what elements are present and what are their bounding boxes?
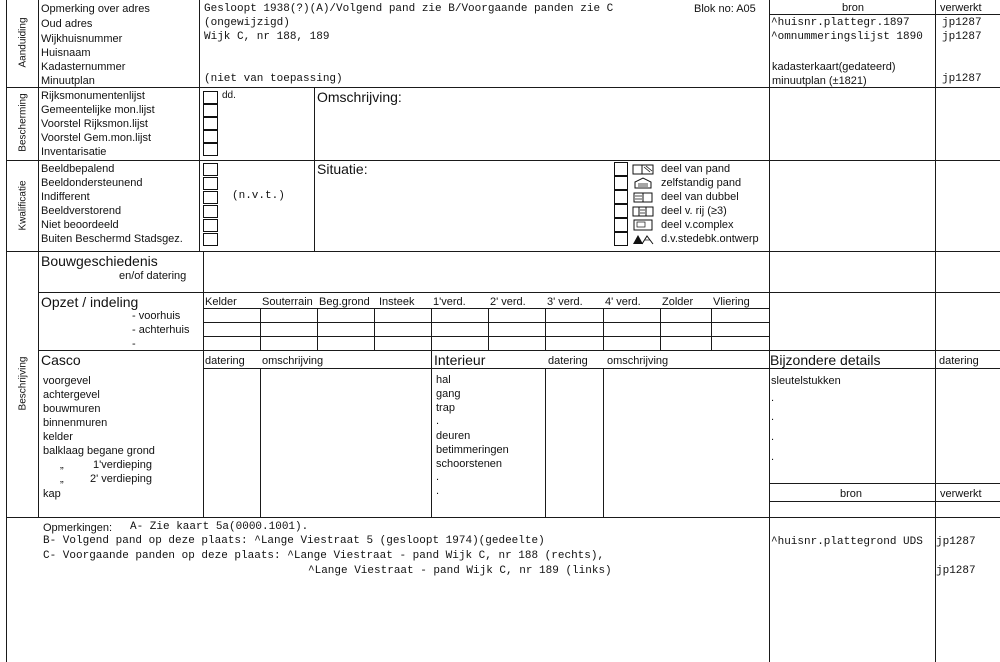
checkbox-buiten-beschermd[interactable]: [203, 233, 218, 246]
interieur-item: deuren: [436, 430, 471, 442]
checkbox-situatie-1[interactable]: [614, 176, 628, 190]
section-label-kwalificatie: Kwalificatie: [17, 180, 29, 231]
part-of-building-icon: [632, 163, 654, 175]
casco-item: bouwmuren: [43, 403, 101, 415]
wijk-value: Wijk C, nr 188, 189: [204, 31, 330, 43]
opmerking-line-b: B- Volgend pand op deze plaats: ^Lange Viestraat 5 (gesloopt 1974)(gedeelte): [43, 535, 545, 547]
source-row: ^huisnr.plattegrond UDS: [771, 536, 923, 548]
dd-label: dd.: [222, 90, 236, 101]
source-row: ^huisnr.plattegr.1897: [771, 17, 910, 29]
nvt-value: (n.v.t.): [232, 190, 285, 202]
checkbox-inventarisatie[interactable]: [203, 143, 218, 156]
floor-header: Zolder: [662, 296, 694, 308]
interieur-item: .: [436, 471, 440, 483]
floor-header: 4' verd.: [605, 296, 641, 308]
opzet-label: Opzet / indeling: [41, 294, 139, 310]
checkbox-beeldbepalend[interactable]: [203, 163, 218, 176]
field-label: Voorstel Gem.mon.lijst: [41, 132, 152, 144]
floor-header: Vliering: [713, 296, 750, 308]
bijzondere-item: .: [771, 392, 775, 404]
kadaster-label: kadasterkaart(gedateerd): [772, 61, 896, 73]
bijzondere-item: sleutelstukken: [771, 375, 841, 387]
opzet-row-label: -: [132, 338, 136, 350]
source-verwerkt: jp1287: [942, 31, 982, 43]
checkbox-beeldverstorend[interactable]: [203, 205, 218, 218]
field-label: Huisnaam: [41, 47, 91, 59]
opzet-row-label: - voorhuis: [132, 310, 181, 322]
bijzondere-item: .: [771, 431, 775, 443]
opmerking-line-c1: C- Voorgaande panden op deze plaats: ^Lange Viestraat - pand Wijk C, nr 188 (rechts),: [43, 550, 605, 562]
situatie-option-label: deel van pand: [661, 163, 731, 175]
interieur-item: .: [436, 485, 440, 497]
field-label: Indifferent: [41, 191, 90, 203]
field-label: Beeldverstorend: [41, 205, 122, 217]
situatie-option-label: deel van dubbel: [661, 191, 739, 203]
interieur-item: .: [436, 415, 440, 427]
checkbox-situatie-5[interactable]: [614, 232, 628, 246]
field-label: Rijksmonumentenlijst: [41, 90, 145, 102]
field-label: Inventarisatie: [41, 146, 107, 158]
floor-header: Souterrain: [262, 296, 313, 308]
source-verwerkt: jp1287: [942, 17, 982, 29]
datering-label: en/of datering: [119, 270, 187, 282]
checkbox-beeldondersteunend[interactable]: [203, 177, 218, 190]
checkbox-voorstel-gem[interactable]: [203, 130, 218, 143]
casco-sub-item: 1'verdieping: [93, 459, 152, 471]
opmerkingen-label: Opmerkingen:: [43, 522, 113, 534]
interieur-item: gang: [436, 388, 461, 400]
remark-value: Gesloopt 1938(?)(A)/Volgend pand zie B/Voorgaande panden zie C: [204, 3, 614, 15]
field-label: Niet beoordeeld: [41, 219, 119, 231]
omschrijving-label: Omschrijving:: [317, 89, 402, 105]
part-of-row-icon: [632, 205, 654, 217]
interieur-omschrijving-header: omschrijving: [607, 355, 669, 367]
situatie-option-label: deel v.complex: [661, 219, 734, 231]
field-label: Beeldondersteunend: [41, 177, 143, 189]
verwerkt-header: verwerkt: [940, 2, 982, 14]
part-of-double-icon: [632, 191, 654, 203]
bijzondere-item: .: [771, 411, 775, 423]
casco-sub-mark: „: [60, 459, 64, 471]
source-row: ^omnummeringslijst 1890: [771, 31, 923, 43]
minuutplan-source-label: minuutplan (±1821): [772, 75, 867, 87]
interieur-item: betimmeringen: [436, 444, 509, 456]
casco-item: binnenmuren: [43, 417, 108, 429]
field-label: Buiten Beschermd Stadsgez.: [41, 233, 183, 245]
casco-item: achtergevel: [43, 389, 100, 401]
bijzondere-datering-header: datering: [939, 355, 979, 367]
part-of-complex-icon: [632, 219, 654, 231]
casco-title: Casco: [41, 352, 81, 368]
casco-sub-mark: „: [60, 473, 64, 485]
situatie-option-label: d.v.stedebk.ontwerp: [661, 233, 759, 245]
floor-header: 1'verd.: [433, 296, 466, 308]
interieur-item: schoorstenen: [436, 458, 503, 470]
casco-sub-item: 2' verdieping: [90, 473, 153, 485]
bijzondere-title: Bijzondere details: [770, 352, 881, 368]
section-label-aanduiding: Aanduiding: [17, 17, 29, 68]
source-verwerkt: jp1287: [936, 536, 976, 548]
floor-header: Insteek: [379, 296, 415, 308]
field-label: Minuutplan: [41, 75, 95, 87]
checkbox-rijksmonument[interactable]: [203, 91, 218, 104]
checkbox-niet-beoordeeld[interactable]: [203, 219, 218, 232]
floor-header: Kelder: [205, 296, 237, 308]
floor-header: 3' verd.: [547, 296, 583, 308]
opzet-row-label: - achterhuis: [132, 324, 190, 336]
interieur-item: trap: [436, 402, 455, 414]
blok-label: [694, 3, 756, 15]
casco-item: voorgevel: [43, 375, 91, 387]
bijzondere-bron-header: bron: [840, 488, 863, 500]
field-label: Kadasternummer: [41, 61, 126, 73]
bijzondere-item: .: [771, 451, 775, 463]
bouwgeschiedenis-label: Bouwgeschiedenis: [41, 253, 158, 269]
bron-header: bron: [842, 2, 865, 14]
floor-header: Beg.grond: [319, 296, 370, 308]
minuutplan-verwerkt: jp1287: [942, 73, 982, 85]
casco-datering-header: datering: [205, 355, 245, 367]
situatie-option-label: deel v. rij (≥3): [661, 205, 727, 217]
checkbox-situatie-4[interactable]: [614, 218, 628, 232]
field-label: Wijkhuisnummer: [41, 33, 123, 45]
blok-label-text: Blok no:: [694, 3, 734, 15]
floor-header: 2' verd.: [490, 296, 526, 308]
checkbox-gemeentelijk[interactable]: [203, 104, 218, 117]
section-label-beschrijving: Beschrijving: [17, 356, 29, 411]
checkbox-situatie-2[interactable]: [614, 190, 628, 204]
interieur-item: hal: [436, 374, 451, 386]
interieur-datering-header: datering: [548, 355, 588, 367]
checkbox-indifferent[interactable]: [203, 191, 218, 204]
checkbox-voorstel-rijks[interactable]: [203, 117, 218, 130]
casco-omschrijving-header: omschrijving: [262, 355, 324, 367]
field-label: Gemeentelijke mon.lijst: [41, 104, 155, 116]
checkbox-situatie-0[interactable]: [614, 162, 628, 176]
section-label-bescherming: Bescherming: [17, 93, 29, 152]
field-label: Opmerking over adres: [41, 3, 150, 15]
situatie-option-label: zelfstandig pand: [661, 177, 742, 189]
opmerking-line-a: A- Zie kaart 5a(0000.1001).: [130, 521, 309, 533]
blok-value: A05: [736, 3, 756, 15]
checkbox-situatie-3[interactable]: [614, 204, 628, 218]
minuutplan-value: (niet van toepassing): [204, 73, 343, 85]
casco-item: kelder: [43, 431, 73, 443]
standalone-building-icon: [632, 177, 654, 189]
interieur-title: Interieur: [434, 352, 486, 368]
field-label: Beeldbepalend: [41, 163, 115, 175]
urban-design-icon: [632, 233, 654, 245]
situatie-label: Situatie:: [317, 161, 368, 177]
opmerking-line-c2: ^Lange Viestraat - pand Wijk C, nr 189 (links): [308, 565, 612, 577]
source-verwerkt: jp1287: [936, 565, 976, 577]
old-address-value: (ongewijzigd): [204, 17, 290, 29]
field-label: Oud adres: [41, 18, 93, 30]
casco-item: kap: [43, 488, 61, 500]
casco-item: balklaag begane grond: [43, 445, 155, 457]
field-label: Voorstel Rijksmon.lijst: [41, 118, 148, 130]
bijzondere-verwerkt-header: verwerkt: [940, 488, 982, 500]
